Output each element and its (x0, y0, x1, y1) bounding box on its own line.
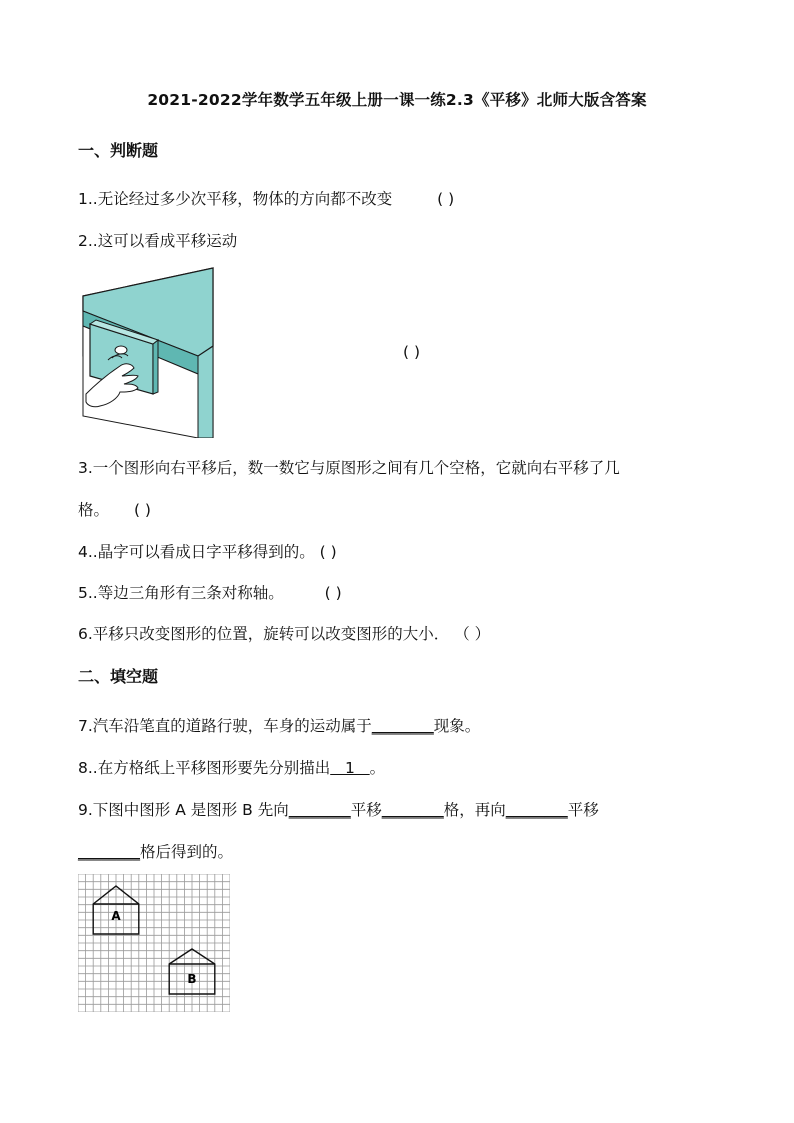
question-3-text: 格。 (78, 501, 110, 519)
section-heading-fill: 二、填空题 (78, 667, 159, 686)
question-5 (78, 581, 342, 603)
page-title: 2021-2022学年数学五年级上册一课一练2.3《平移》北师大版含答案 (147, 91, 647, 109)
answer-paren[interactable]: ( ) (403, 343, 421, 361)
question-7-text-end: 现象。 (433, 717, 481, 735)
question-9-text: 格，再向 (443, 801, 506, 819)
question-1 (78, 187, 454, 209)
answer-blank-steps-1[interactable]: ________ (381, 801, 444, 819)
question-9-text: 格后得到的。 (140, 843, 234, 861)
question-4 (78, 540, 337, 562)
answer-blank[interactable]: 1 (330, 759, 370, 777)
label-b: B (187, 972, 197, 986)
answer-blank-direction-1[interactable]: ________ (288, 801, 351, 819)
question-9-text: 9.下图中图形 A 是图形 B 先向 (78, 801, 289, 819)
question-8 (78, 756, 385, 778)
question-9-text: 平移 (567, 801, 599, 819)
question-7 (78, 714, 480, 736)
question-6 (78, 622, 490, 644)
question-9-line-2 (78, 840, 233, 862)
question-7-text: 7.汽车沿笔直的道路行驶，车身的运动属于 (78, 717, 372, 735)
question-2 (78, 229, 237, 251)
answer-blank[interactable]: ________ (371, 717, 434, 735)
answer-paren[interactable]: ( ) (319, 543, 337, 561)
drawer-pull-illustration (78, 266, 218, 438)
answer-paren[interactable]: ( ) (133, 501, 151, 519)
grid-lines (78, 874, 230, 1012)
answer-blank-steps-2[interactable]: ________ (78, 843, 140, 861)
question-8-text-end: 。 (369, 759, 386, 777)
answer-paren[interactable]: （ ） (454, 625, 491, 643)
question-8-text: 8..在方格纸上平移图形要先分别描出 (78, 759, 331, 777)
question-3-line-2 (78, 498, 151, 520)
question-3-line-1: 3.一个图形向右平移后，数一数它与原图形之间有几个空格，它就向右平移了几 (78, 459, 620, 477)
question-5-text: 5..等边三角形有三条对称轴。 (78, 584, 284, 602)
question-9-text: 平移 (350, 801, 382, 819)
question-2-text: 2..这可以看成平移运动 (78, 232, 238, 250)
question-4-text: 4..晶字可以看成日字平移得到的。 (78, 543, 315, 561)
question-2-answer (403, 343, 420, 361)
answer-paren[interactable]: ( ) (437, 190, 455, 208)
question-9-line-1 (78, 798, 599, 820)
question-1-text: 1..无论经过多少次平移，物体的方向都不改变 (78, 190, 393, 208)
answer-blank-direction-2[interactable]: ________ (505, 801, 568, 819)
question-6-text: 6.平移只改变图形的位置，旋转可以改变图形的大小． (78, 625, 450, 643)
translation-grid-figure (78, 874, 230, 1012)
answer-paren[interactable]: ( ) (324, 584, 342, 602)
label-a: A (111, 909, 121, 923)
section-heading-judge: 一、判断题 (78, 141, 159, 160)
